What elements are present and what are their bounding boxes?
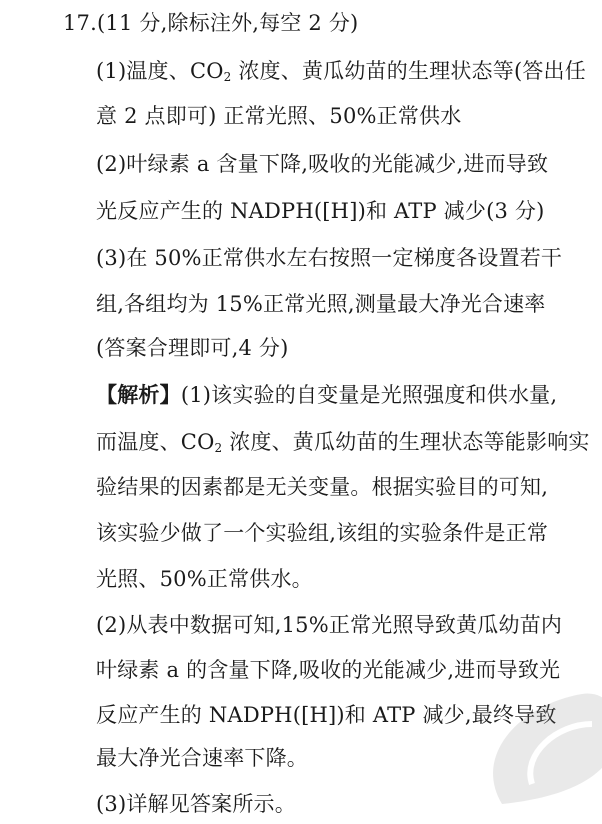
answer-1-line-2: 意 2 点即可) 正常光照、50%正常供水: [96, 104, 462, 128]
answer-3-line-2: 组,各组均为 15%正常光照,测量最大净光合速率: [96, 292, 546, 316]
answer-2-line-2: 光反应产生的 NADPH([H])和 ATP 减少(3 分): [96, 199, 545, 223]
analysis-1-line-2: [96, 429, 590, 455]
analysis-2-line-1: (2)从表中数据可知,15%正常光照导致黄瓜幼苗内: [96, 613, 563, 637]
analysis-2-line-3: 反应产生的 NADPH([H])和 ATP 减少,最终导致: [96, 703, 557, 727]
answer-1-text-b: 浓度、黄瓜幼苗的生理状态等(答出任: [231, 59, 586, 83]
analysis-1-line-3: 验结果的因素都是无关变量。根据实验目的可知,: [96, 475, 549, 499]
analysis-1-line-1: [96, 382, 557, 408]
answer-3-line-3: (答案合理即可,4 分): [96, 336, 289, 360]
analysis-2-line-2: 叶绿素 a 的含量下降,吸收的光能减少,进而导致光: [96, 658, 561, 682]
analysis-3-line-1: (3)详解见答案所示。: [96, 792, 296, 816]
analysis-1-text-a: 而温度、CO: [96, 430, 215, 454]
score-note: (11 分,除标注外,每空 2 分): [97, 11, 359, 35]
analysis-1-line-4: 该实验少做了一个实验组,该组的实验条件是正常: [96, 521, 549, 545]
watermark-graphic: [462, 664, 602, 814]
analysis-1-text: (1)该实验的自变量是光照强度和供水量,: [180, 383, 558, 407]
co2-subscript: 2: [223, 70, 232, 84]
analysis-tag: 【解析】: [96, 382, 181, 407]
question-number: 17.: [63, 11, 97, 35]
answer-2-line-1: (2)叶绿素 a 含量下降,吸收的光能减少,进而导致: [96, 152, 549, 176]
question-header: [63, 10, 358, 36]
co2-subscript: 2: [214, 441, 223, 455]
answer-1-text-a: (1)温度、CO: [96, 59, 224, 83]
answer-1-line-1: [96, 58, 586, 84]
answer-3-line-1: (3)在 50%正常供水左右按照一定梯度各设置若干: [96, 246, 563, 270]
analysis-1-text-b: 浓度、黄瓜幼苗的生理状态等能影响实: [222, 430, 590, 454]
analysis-1-line-5: 光照、50%正常供水。: [96, 567, 313, 591]
analysis-2-line-4: 最大净光合速率下降。: [96, 746, 308, 770]
